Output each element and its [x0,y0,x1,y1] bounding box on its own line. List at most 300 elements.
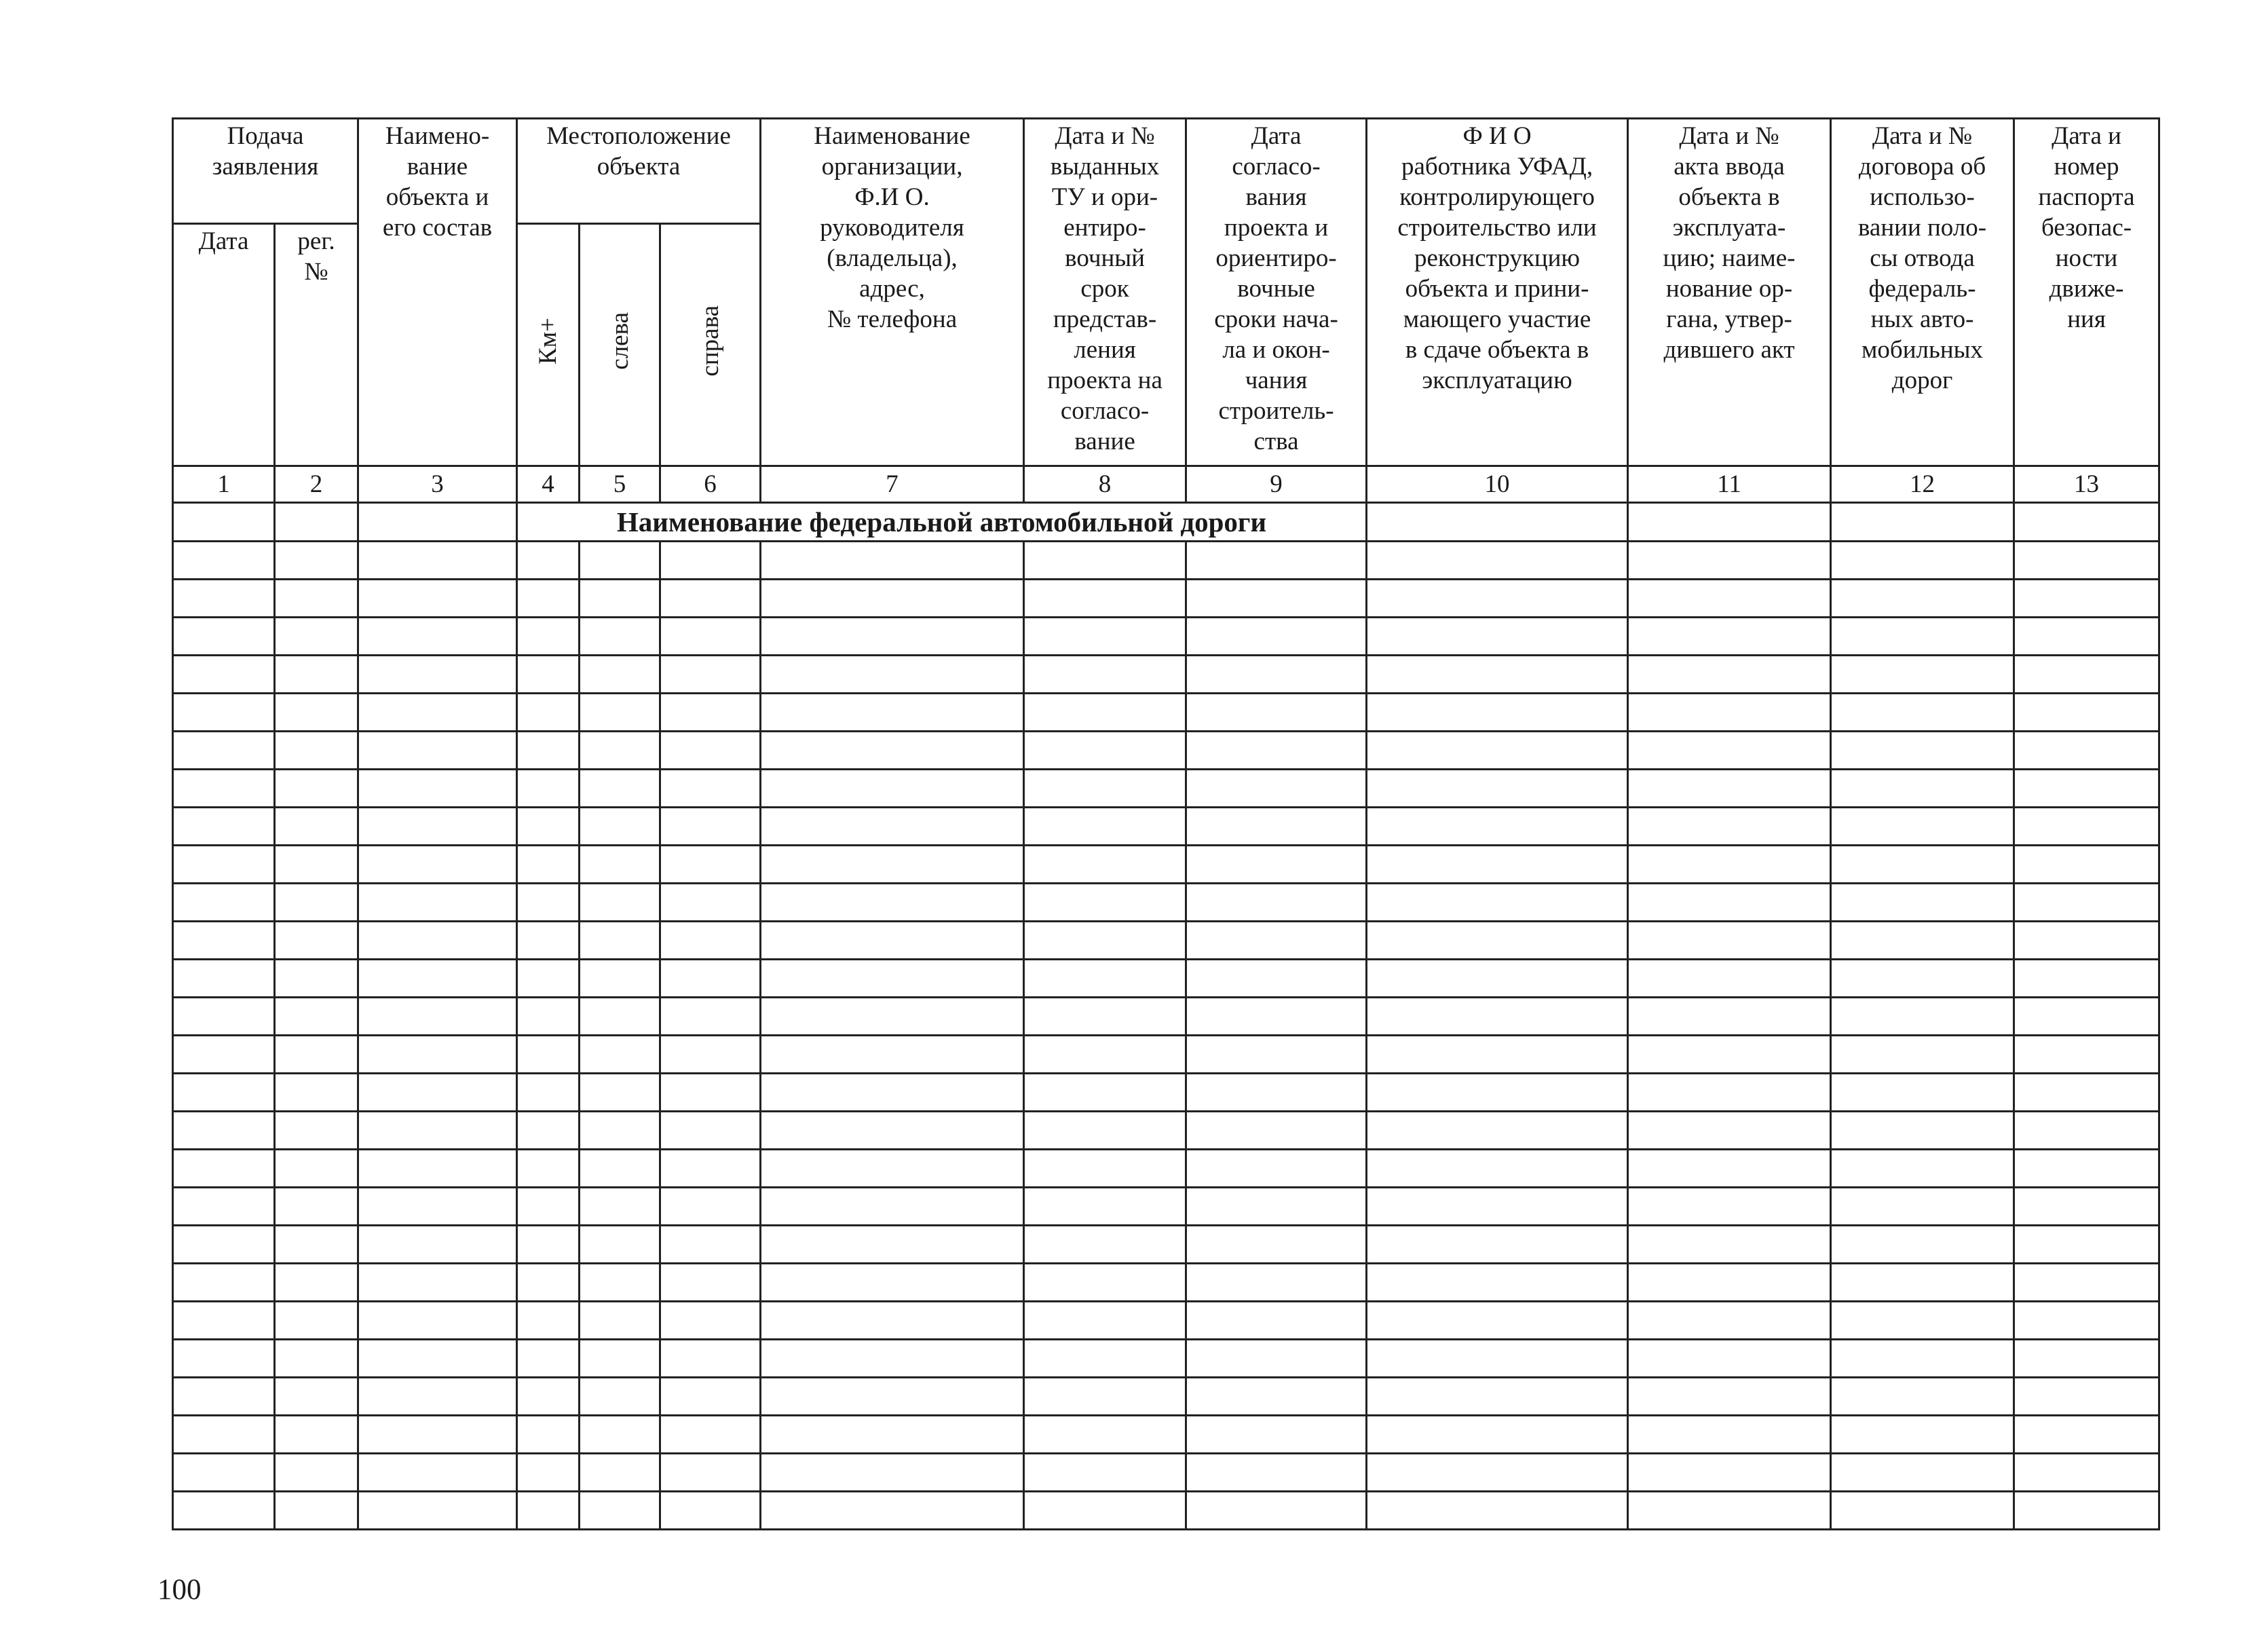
table-cell [2014,846,2159,884]
table-cell [517,884,580,922]
column-number: 11 [1628,466,1831,503]
table-cell [517,1340,580,1378]
table-cell [660,846,761,884]
table-row [173,1226,2159,1264]
header-approval-line: чания [1245,366,1308,394]
table-cell [173,1112,275,1150]
table-cell [2014,808,2159,846]
table-cell [173,846,275,884]
table-cell [173,656,275,694]
table-cell [1186,960,1367,998]
column-number: 10 [1367,466,1628,503]
table-cell [1628,694,1831,732]
table-cell [173,922,275,960]
table-cell [1831,542,2014,580]
table-cell [517,1454,580,1492]
table-cell [761,732,1024,770]
table-cell [275,1454,358,1492]
header-podacha-line1: Подача [227,122,304,150]
table-cell [1831,1188,2014,1226]
table-cell [580,656,660,694]
table-cell [1186,1264,1367,1302]
table-cell [1831,1378,2014,1416]
table-cell [580,1302,660,1340]
table-cell [1367,1302,1628,1340]
table-cell [1186,998,1367,1036]
table-cell [275,503,358,542]
table-row [173,694,2159,732]
table-cell [358,694,517,732]
table-cell [2014,1416,2159,1454]
header-location-line: объекта [597,153,681,181]
header-act-line: гана, утвер- [1666,305,1792,333]
header-fio-line: контролирующего [1399,183,1595,211]
header-fio-line: мающего участие [1403,305,1591,333]
table-cell [1628,580,1831,618]
table-cell [358,1492,517,1530]
table-cell [761,1226,1024,1264]
table-cell [173,1454,275,1492]
table-cell [173,1378,275,1416]
table-cell [517,922,580,960]
table-cell [1367,580,1628,618]
table-cell [1628,998,1831,1036]
table-cell [173,1302,275,1340]
table-cell [761,1492,1024,1530]
table-row [173,542,2159,580]
table-cell [1628,960,1831,998]
table-cell [761,884,1024,922]
table-cell [1831,1264,2014,1302]
header-tu-line: согласо- [1060,397,1150,425]
table-cell [1831,1416,2014,1454]
table-cell [1831,1454,2014,1492]
table-cell [358,1378,517,1416]
table-cell [1024,1074,1186,1112]
table-cell [358,1454,517,1492]
header-approval [1186,119,1367,466]
table-cell [1831,1302,2014,1340]
table-cell [660,1112,761,1150]
table-cell [580,1264,660,1302]
table-cell [275,580,358,618]
table-cell [660,1492,761,1530]
header-organization-line: (владельца), [827,244,958,272]
table-cell [275,1264,358,1302]
table-cell [2014,884,2159,922]
table-cell [1628,1492,1831,1530]
table-cell [1367,846,1628,884]
header-tu-line: представ- [1053,305,1157,333]
table-cell [173,1416,275,1454]
page-number: 100 [157,1574,202,1606]
table-cell [1367,922,1628,960]
table-cell [358,656,517,694]
table-cell [173,694,275,732]
table-cell [2014,1226,2159,1264]
table-cell [358,542,517,580]
table-cell [1831,846,2014,884]
table-cell [358,1226,517,1264]
table-cell [761,1378,1024,1416]
table-cell [1367,618,1628,656]
table-cell [580,884,660,922]
table-cell [1367,1416,1628,1454]
table-cell [173,580,275,618]
header-act-line: эксплуата- [1672,214,1786,242]
table-cell [1024,618,1186,656]
header-km-label: Км+ [534,318,563,364]
table-cell [1024,998,1186,1036]
table-cell [761,618,1024,656]
table-cell [1367,998,1628,1036]
table-cell [358,846,517,884]
table-row [173,1492,2159,1530]
header-act-line: Дата и № [1679,122,1779,150]
table-cell [173,960,275,998]
table-cell [580,770,660,808]
table-cell [517,808,580,846]
table-cell [517,580,580,618]
table-cell [275,694,358,732]
table-row [173,1188,2159,1226]
table-cell [1831,770,2014,808]
table-cell [517,656,580,694]
header-contract-line: Дата и № [1872,122,1973,150]
table-cell [761,846,1024,884]
header-act-line: нование ор- [1665,275,1793,303]
table-cell [1831,618,2014,656]
table-cell [660,1416,761,1454]
table-cell [275,1074,358,1112]
header-organization-line: № телефона [827,305,958,333]
table-cell [580,1112,660,1150]
header-object-name-line: объекта и [385,183,489,211]
header-organization-line: Наименование [814,122,970,150]
table-cell [1831,1074,2014,1112]
table-cell [660,1150,761,1188]
table-cell [1024,960,1186,998]
table-cell [275,1226,358,1264]
table-cell [275,770,358,808]
table-cell [761,770,1024,808]
table-row [173,808,2159,846]
table-cell [660,694,761,732]
table-cell [1628,808,1831,846]
table-cell [580,1036,660,1074]
table-cell [761,808,1024,846]
table-cell [1831,1112,2014,1150]
table-cell [1628,846,1831,884]
header-fio-line: реконструкцию [1414,244,1581,272]
header-organization-line: руководителя [820,214,964,242]
table-cell [1186,1492,1367,1530]
table-cell [1628,618,1831,656]
header-tu-line: выданных [1050,153,1160,181]
table-cell [358,1074,517,1112]
table-cell [761,1340,1024,1378]
header-fio-line: Ф И О [1462,122,1532,150]
table-cell [517,1188,580,1226]
table-cell [1831,1226,2014,1264]
table-cell [1628,1340,1831,1378]
header-object-name-line: вание [407,153,468,181]
table-cell [517,1074,580,1112]
table-cell [275,1188,358,1226]
header-approval-line: согласо- [1232,153,1321,181]
table-cell [580,1226,660,1264]
header-contract [1831,119,2014,466]
header-object-name [358,119,517,466]
table-cell [761,960,1024,998]
table-cell [1024,1150,1186,1188]
table-cell [1628,1188,1831,1226]
table-cell [580,694,660,732]
table-cell [761,1150,1024,1188]
table-cell [1186,1074,1367,1112]
table-cell [660,1340,761,1378]
header-organization-line: Ф.И О. [854,183,930,211]
table-cell [275,846,358,884]
table-cell [580,1074,660,1112]
header-approval-line: проекта и [1224,214,1329,242]
table-cell [358,503,517,542]
table-cell [660,960,761,998]
table-cell [761,1416,1024,1454]
table-row [173,770,2159,808]
table-cell [1186,1302,1367,1340]
table-cell [1186,1150,1367,1188]
table-cell [358,960,517,998]
header-organization [761,119,1024,466]
header-contract-line: использо- [1870,183,1975,211]
table-cell [358,1036,517,1074]
table-cell [2014,960,2159,998]
table-row [173,1416,2159,1454]
table-cell [1024,846,1186,884]
table-cell [1186,656,1367,694]
column-number: 6 [660,466,761,503]
table-cell [1831,998,2014,1036]
header-organization-line: адрес, [859,275,925,303]
table-cell [1831,732,2014,770]
table-cell [517,1150,580,1188]
table-cell [517,732,580,770]
column-number: 9 [1186,466,1367,503]
table-cell [517,1492,580,1530]
table-cell [173,618,275,656]
table-row [173,1150,2159,1188]
table-row [173,1378,2159,1416]
table-cell [358,1416,517,1454]
header-right [660,224,761,466]
table-cell [1186,1340,1367,1378]
header-tu-line: срок [1080,275,1129,303]
table-cell [761,1188,1024,1226]
header-left-label: слева [605,312,634,370]
header-date: Дата [173,224,275,466]
table-row [173,1036,2159,1074]
header-approval-line: сроки нача- [1214,305,1338,333]
table-cell [1628,770,1831,808]
table-cell [1367,1188,1628,1226]
table-cell [173,1492,275,1530]
table-cell [275,1378,358,1416]
header-approval-line: вочные [1237,275,1315,303]
column-number: 13 [2014,466,2159,503]
table-cell [1024,1492,1186,1530]
column-number: 4 [517,466,580,503]
table-cell [173,1340,275,1378]
table-cell [580,846,660,884]
road-title-row [173,503,2159,542]
table-row [173,884,2159,922]
table-cell [660,732,761,770]
table-cell [580,1492,660,1530]
table-cell [1628,542,1831,580]
table-cell [660,998,761,1036]
table-cell [2014,998,2159,1036]
table-cell [1831,884,2014,922]
table-cell [517,1264,580,1302]
table-cell [1831,1340,2014,1378]
table-cell [1024,808,1186,846]
header-passport [2014,119,2159,466]
table-cell [517,770,580,808]
table-cell [580,960,660,998]
table-cell [660,618,761,656]
table-cell [275,1036,358,1074]
table-cell [1367,732,1628,770]
table-cell [1628,732,1831,770]
table-cell [1186,770,1367,808]
table-cell [275,1416,358,1454]
table-cell [275,922,358,960]
table-row [173,656,2159,694]
table-cell [660,884,761,922]
table-cell [1628,1264,1831,1302]
table-cell [1024,1112,1186,1150]
table-cell [358,998,517,1036]
table-cell [761,998,1024,1036]
table-cell [1024,1264,1186,1302]
table-cell [1024,1454,1186,1492]
header-right-label: справа [696,305,725,377]
column-number: 7 [761,466,1024,503]
table-cell [1831,1492,2014,1530]
table-cell [275,998,358,1036]
table-cell [517,1302,580,1340]
table-cell [517,1112,580,1150]
table-cell [2014,1492,2159,1530]
table-cell [1367,1036,1628,1074]
header-passport-line: ния [2067,305,2106,333]
table-cell [2014,542,2159,580]
table-cell [1186,922,1367,960]
table-cell [761,922,1024,960]
header-act-line: объекта в [1678,183,1780,211]
table-cell [173,1264,275,1302]
table-cell [1367,884,1628,922]
table-cell [173,1188,275,1226]
header-tu-line: ТУ и ори- [1051,183,1158,211]
table-cell [1186,1454,1367,1492]
table-cell [275,542,358,580]
table-row [173,1264,2159,1302]
table-cell [761,542,1024,580]
table-cell [580,1188,660,1226]
table-cell [275,1340,358,1378]
table-cell [173,1150,275,1188]
table-cell [2014,694,2159,732]
header-passport-line: безопас- [2041,214,2132,242]
table-row [173,1302,2159,1340]
table-cell [2014,1302,2159,1340]
table-cell [761,1302,1024,1340]
table-cell [1628,1226,1831,1264]
table-cell [1831,808,2014,846]
header-fio-line: объекта и прини- [1405,275,1589,303]
table-cell [1186,846,1367,884]
table-cell [1186,1112,1367,1150]
table-cell [1186,808,1367,846]
table-cell [1024,1378,1186,1416]
header-approval-line: строитель- [1218,397,1334,425]
header-fio-line: работника УФАД, [1401,153,1593,181]
table-cell [173,1226,275,1264]
table-cell [1367,1074,1628,1112]
table-cell [1024,884,1186,922]
table-cell [275,618,358,656]
header-tu [1024,119,1186,466]
table-cell [761,656,1024,694]
table-cell [660,1302,761,1340]
table-cell [580,998,660,1036]
table-cell [1628,1036,1831,1074]
table-cell [1186,884,1367,922]
table-cell [1628,1302,1831,1340]
table-cell [1024,922,1186,960]
table-cell [2014,618,2159,656]
header-fio-line: строительство или [1397,214,1597,242]
table-cell [358,1302,517,1340]
column-number: 12 [1831,466,2014,503]
column-number: 3 [358,466,517,503]
table-cell [1024,1340,1186,1378]
table-cell [275,1492,358,1530]
table-cell [517,960,580,998]
header-act-line: цию; наиме- [1663,244,1796,272]
table-cell [2014,580,2159,618]
table-cell [2014,656,2159,694]
table-cell [358,808,517,846]
register-table [172,117,2160,1530]
table-cell [1367,503,1628,542]
table-cell [580,618,660,656]
header-fio-line: эксплуатацию [1422,366,1572,394]
table-cell [517,1416,580,1454]
table-cell [275,808,358,846]
table-cell [660,656,761,694]
table-cell [173,1074,275,1112]
table-cell [275,960,358,998]
table-cell [1024,1416,1186,1454]
table-cell [1831,694,2014,732]
table-row [173,618,2159,656]
road-title-cell [517,503,1367,542]
table-cell [517,1378,580,1416]
table-cell [761,1074,1024,1112]
